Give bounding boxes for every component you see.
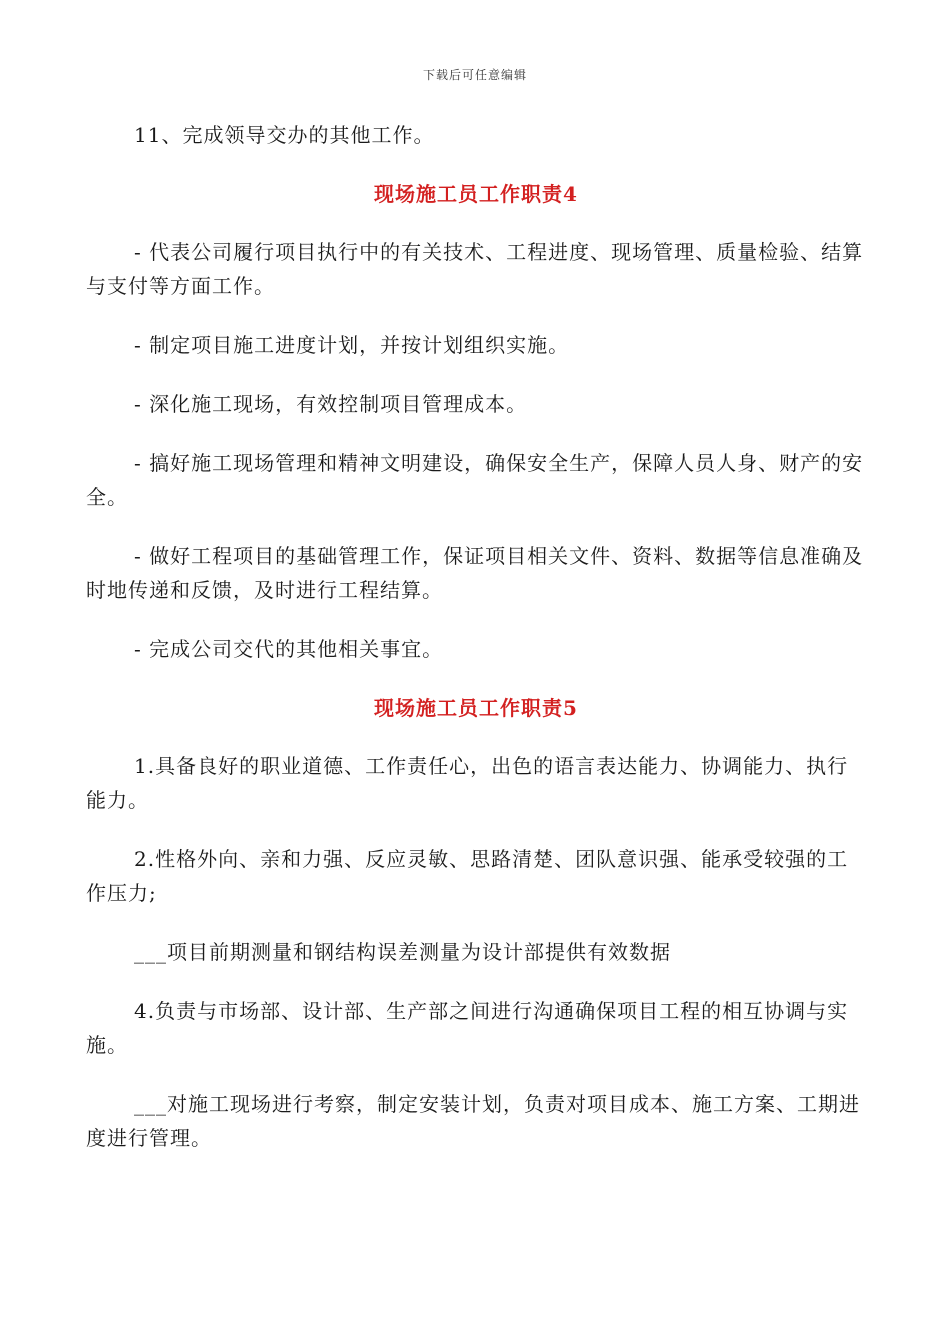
section-title-duties-4: 现场施工员工作职责4 [374,182,578,206]
section-title-duties-5: 现场施工员工作职责5 [374,696,578,720]
paragraph-ethics: 1.具备良好的职业道德、工作责任心，出色的语言表达能力、协调能力、执行能力。 [86,754,849,812]
document-body [86,118,866,1180]
paragraph-item-11: 11、完成领导交办的其他工作。 [134,123,435,147]
paragraph-communication: 4.负责与市场部、设计部、生产部之间进行沟通确保项目工程的相互协调与实施。 [86,999,849,1057]
paragraph-represent-company: - 代表公司履行项目执行中的有关技术、工程进度、现场管理、质量检验、结算与支付等方面工作。 [86,240,864,298]
paragraph-personality: 2.性格外向、亲和力强、反应灵敏、思路清楚、团队意识强、能承受较强的工作压力; [86,847,849,905]
paragraph-schedule-plan: - 制定项目施工进度计划，并按计划组织实施。 [134,333,570,357]
paragraph-other-matters: - 完成公司交代的其他相关事宜。 [134,637,444,661]
paragraph-basic-management: - 做好工程项目的基础管理工作，保证项目相关文件、资料、数据等信息准确及时地传递和反馈，及时进行工程结算。 [86,544,864,602]
paragraph-site-safety: - 搞好施工现场管理和精神文明建设，确保安全生产，保障人员人身、财产的安全。 [86,451,864,509]
paragraph-site-inspection: ___对施工现场进行考察，制定安装计划，负责对项目成本、施工方案、工期进度进行管理。 [86,1092,860,1150]
header-note: 下载后可任意编辑 [422,68,527,82]
paragraph-cost-control: - 深化施工现场，有效控制项目管理成本。 [134,392,528,416]
paragraph-measurement: ___项目前期测量和钢结构误差测量为设计部提供有效数据 [134,940,671,964]
